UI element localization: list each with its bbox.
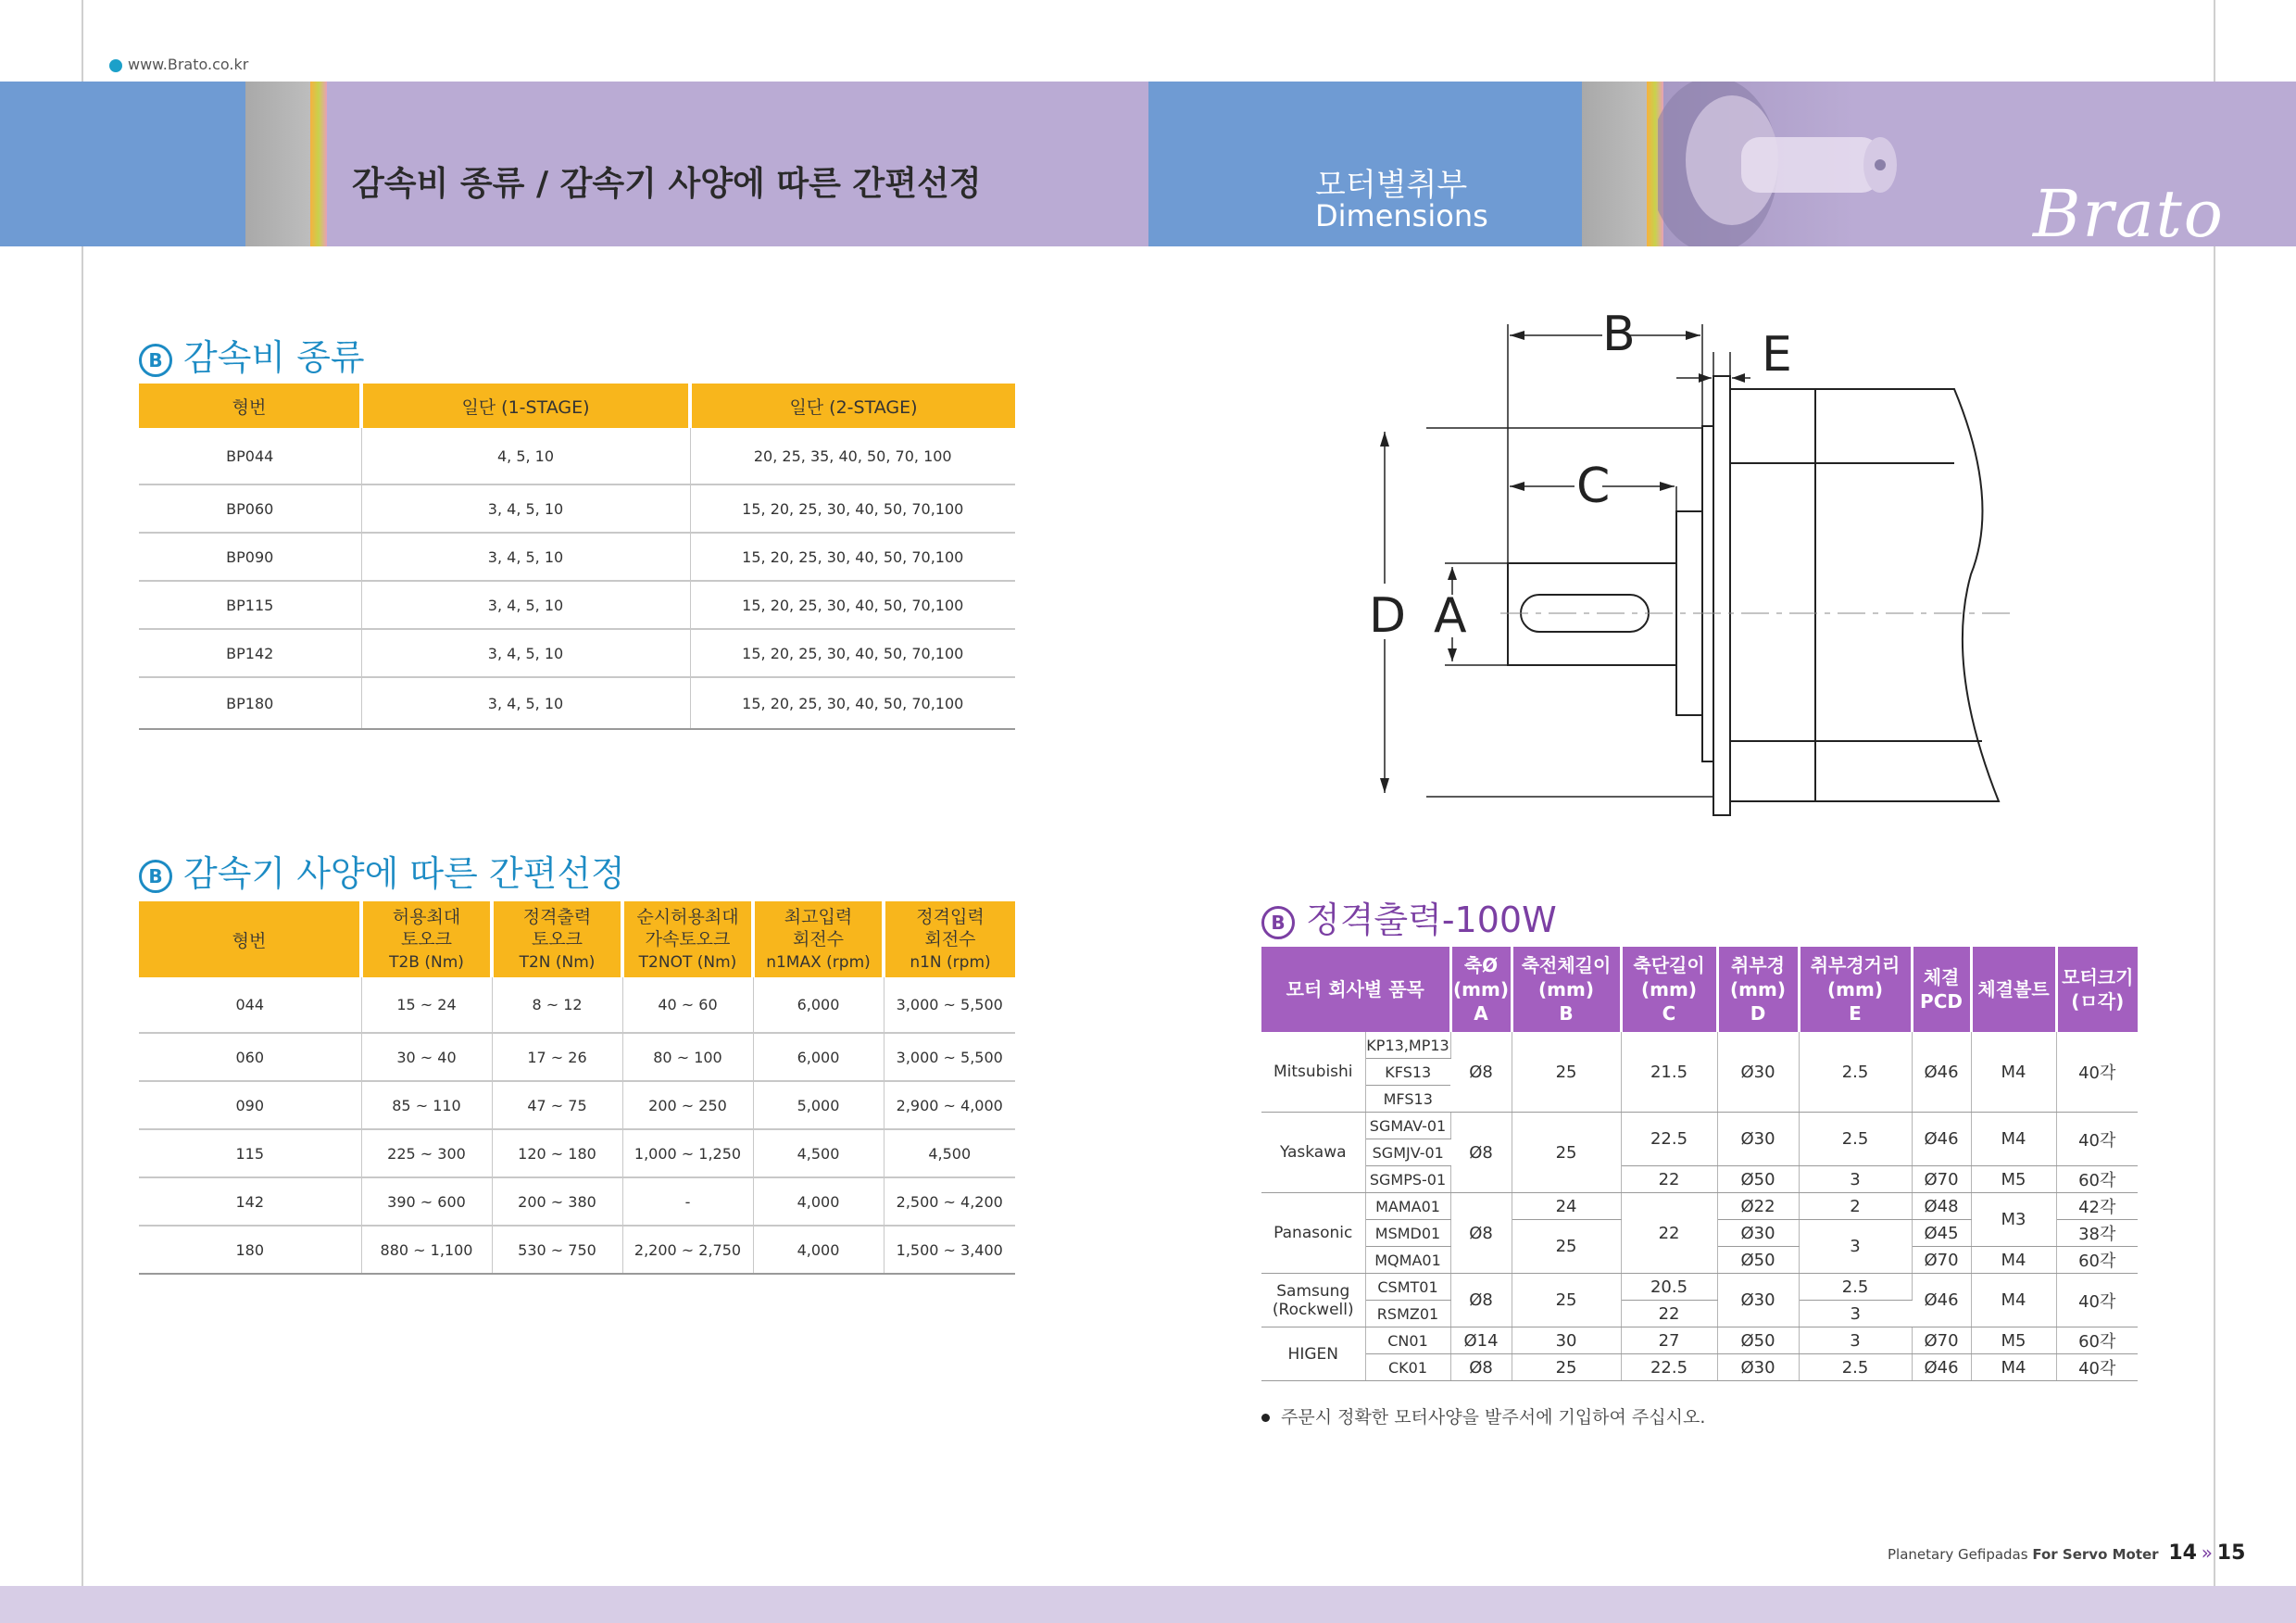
site-url[interactable]: www.Brato.co.kr bbox=[109, 56, 248, 73]
ratio-table bbox=[139, 384, 1015, 730]
table-row: MFS13 bbox=[1261, 1086, 2138, 1113]
dimension-label-c: C bbox=[1576, 459, 1611, 514]
table-row: SGMPS-01 22 Ø50 3 Ø70 M5 60각 bbox=[1261, 1166, 2138, 1193]
page-number-right: 15 bbox=[2216, 1541, 2246, 1565]
ratio-col-1stage: 일단 (1-STAGE) bbox=[361, 384, 690, 428]
spec-col-max-torque: 허용최대 토오크 T2B (Nm) bbox=[361, 901, 492, 977]
col-shaft-dia: 축Ø (mm) A bbox=[1450, 947, 1512, 1032]
dimension-label-b: B bbox=[1602, 307, 1636, 362]
spec-table-header bbox=[139, 901, 1015, 977]
spec-col-model: 형번 bbox=[139, 901, 361, 977]
page-footer: Planetary Gefipadas For Servo Moter 14 » 15 bbox=[1888, 1541, 2246, 1565]
table-row: MSMD01 25 Ø30 3 Ø45 38각 bbox=[1261, 1220, 2138, 1247]
table-row: 090 85 ~ 110 47 ~ 75 200 ~ 250 5,000 2,900 ~ 4,000 bbox=[139, 1081, 1015, 1129]
ratio-col-2stage: 일단 (2-STAGE) bbox=[690, 384, 1015, 428]
table-row: Mitsubishi KP13,MP13 Ø8 25 21.5 Ø30 2.5 Ø46 M4 40각 bbox=[1261, 1032, 2138, 1059]
col-bolt: 체결볼트 bbox=[1971, 947, 2056, 1032]
header-band-blue-left bbox=[0, 82, 245, 246]
table-row: SGMJV-01 bbox=[1261, 1139, 2138, 1166]
gearbox-shaft-photo bbox=[1658, 82, 1917, 246]
table-row: BP142 3, 4, 5, 10 15, 20, 25, 30, 40, 50, 70,100 bbox=[139, 629, 1015, 677]
table-row: RSMZ01 22 3 bbox=[1261, 1301, 2138, 1327]
ratio-table-header bbox=[139, 384, 1015, 428]
spec-col-rated-input-speed: 정격입력 회전수 n1N (rpm) bbox=[884, 901, 1015, 977]
dimension-label-a: A bbox=[1434, 588, 1467, 644]
table-row: BP060 3, 4, 5, 10 15, 20, 25, 30, 40, 50, 70,100 bbox=[139, 484, 1015, 533]
spec-section-title: B 감속기 사양에 따른 간편선정 bbox=[139, 845, 625, 896]
spec-col-rated-torque: 정격출력 토오크 T2N (Nm) bbox=[492, 901, 622, 977]
dimension-label-d: D bbox=[1369, 588, 1407, 644]
motor-table-header bbox=[1261, 947, 2138, 1032]
header-band-stripe-left bbox=[310, 82, 327, 246]
header-right-subtitle: Dimensions bbox=[1315, 198, 1488, 233]
bullet-icon bbox=[1261, 1414, 1270, 1422]
table-row: BP180 3, 4, 5, 10 15, 20, 25, 30, 40, 50, 70,100 bbox=[139, 677, 1015, 729]
brand-b-icon: B bbox=[139, 344, 172, 377]
table-row: BP090 3, 4, 5, 10 15, 20, 25, 30, 40, 50, 70,100 bbox=[139, 533, 1015, 581]
chevron-icon: » bbox=[2201, 1541, 2214, 1564]
header-band-gray-left bbox=[245, 82, 310, 246]
ratio-section-title: B 감속비 종류 bbox=[139, 329, 365, 380]
spec-col-accel-torque: 순시허용최대 가속토오크 T2NOT (Nm) bbox=[622, 901, 753, 977]
motor-section-title: B 정격출력-100W bbox=[1261, 891, 1557, 942]
col-shaft-end: 축단길이 (mm) C bbox=[1621, 947, 1717, 1032]
brand-logo: Brato bbox=[2033, 176, 2225, 252]
bottom-band bbox=[0, 1586, 2296, 1623]
table-row: 115 225 ~ 300 120 ~ 180 1,000 ~ 1,250 4,500 4,500 bbox=[139, 1129, 1015, 1177]
col-shaft-length: 축전체길이 (mm) B bbox=[1512, 947, 1621, 1032]
order-note: 주문시 정확한 모터사양을 발주서에 기입하여 주십시오. bbox=[1261, 1403, 1705, 1428]
header-right-title: 모터별취부 bbox=[1315, 167, 1468, 204]
spec-table bbox=[139, 901, 1015, 1275]
table-row: 060 30 ~ 40 17 ~ 26 80 ~ 100 6,000 3,000 ~ 5,500 bbox=[139, 1033, 1015, 1081]
table-row: HIGEN CN01 Ø14 30 27 Ø50 3 Ø70 M5 60각 bbox=[1261, 1327, 2138, 1354]
page-number-left: 14 bbox=[2168, 1541, 2197, 1565]
table-row: Samsung (Rockwell) CSMT01 Ø8 25 20.5 Ø30 2.5 Ø46 M4 40각 bbox=[1261, 1274, 2138, 1301]
table-row: MQMA01 Ø50 Ø70 M4 60각 bbox=[1261, 1247, 2138, 1274]
table-row: BP044 4, 5, 10 20, 25, 35, 40, 50, 70, 100 bbox=[139, 428, 1015, 484]
table-row: KFS13 bbox=[1261, 1059, 2138, 1086]
col-mount-dia: 취부경 (mm) D bbox=[1717, 947, 1799, 1032]
ratio-col-model: 형번 bbox=[139, 384, 361, 428]
table-row: 180 880 ~ 1,100 530 ~ 750 2,200 ~ 2,750 4,000 1,500 ~ 3,400 bbox=[139, 1226, 1015, 1274]
spec-col-max-input-speed: 최고입력 회전수 n1MAX (rpm) bbox=[753, 901, 884, 977]
table-row: CK01 Ø8 25 22.5 Ø30 2.5 Ø46 M4 40각 bbox=[1261, 1354, 2138, 1381]
col-mount-distance: 취부경거리 (mm) E bbox=[1799, 947, 1912, 1032]
table-row: 142 390 ~ 600 200 ~ 380 - 4,000 2,500 ~ 4,200 bbox=[139, 1177, 1015, 1226]
table-row: Yaskawa SGMAV-01 Ø8 25 22.5 Ø30 2.5 Ø46 M4 40각 bbox=[1261, 1113, 2138, 1139]
col-maker: 모터 회사별 품목 bbox=[1261, 947, 1450, 1032]
header-left-title: 감속비 종류 / 감속기 사양에 따른 간편선정 bbox=[352, 165, 982, 203]
dimensions-diagram bbox=[1334, 296, 2038, 834]
motor-mount-table bbox=[1261, 947, 2138, 1381]
dimension-label-e: E bbox=[1762, 327, 1792, 383]
table-row: 044 15 ~ 24 8 ~ 12 40 ~ 60 6,000 3,000 ~ 5,500 bbox=[139, 977, 1015, 1033]
header-band-gray-right bbox=[1582, 82, 1647, 246]
table-row: Panasonic MAMA01 Ø8 24 22 Ø22 2 Ø48 M3 42각 bbox=[1261, 1193, 2138, 1220]
globe-icon bbox=[109, 59, 122, 72]
col-pcd: 체결 PCD bbox=[1912, 947, 1971, 1032]
brand-b-icon: B bbox=[139, 860, 172, 893]
table-row: BP115 3, 4, 5, 10 15, 20, 25, 30, 40, 50, 70,100 bbox=[139, 581, 1015, 629]
col-motor-size: 모터크기 (ㅁ각) bbox=[2056, 947, 2138, 1032]
brand-b-icon: B bbox=[1261, 906, 1295, 939]
